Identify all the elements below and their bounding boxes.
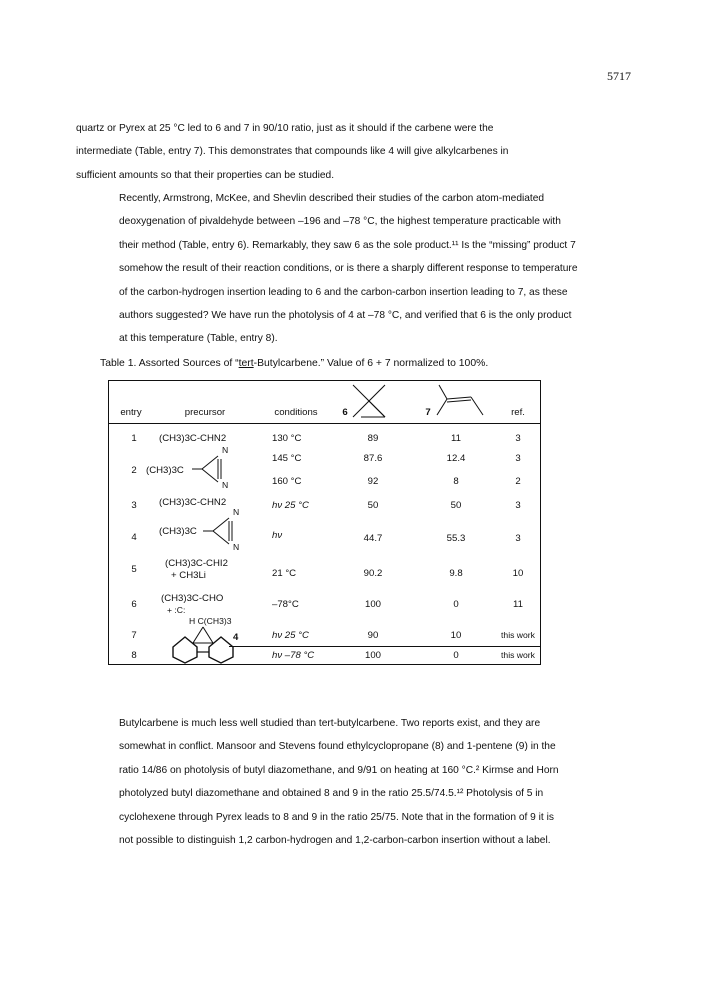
precursor: (CH3)3C-CHN2 bbox=[159, 433, 227, 444]
header-entry: entry bbox=[120, 407, 142, 418]
text-line: not possible to distinguish 1,2 carbon-hydrogen and 1,2-carbon-carbon insertion without a label. bbox=[119, 835, 551, 847]
yield-6: 89 bbox=[367, 433, 379, 444]
yield-7: 50 bbox=[450, 500, 462, 511]
yield-7: 11 bbox=[451, 433, 461, 444]
reference: this work bbox=[501, 630, 535, 640]
yield-6: 44.7 bbox=[363, 533, 383, 544]
yield-7: 0 bbox=[453, 599, 459, 610]
text-line: quartz or Pyrex at 25 °C led to 6 and 7 in 90/10 ratio, just as it should if the carbene were the bbox=[76, 123, 494, 134]
yield-6: 92 bbox=[367, 476, 379, 487]
entry-number: 4 bbox=[131, 532, 137, 543]
diazirine-n-top: N bbox=[233, 507, 240, 517]
yield-7: 12.4 bbox=[446, 453, 466, 464]
reference: 3 bbox=[515, 533, 521, 544]
diazirine-n-bottom: N bbox=[222, 480, 229, 490]
conditions: 21 °C bbox=[272, 568, 297, 579]
precursor-line-2: + CH3Li bbox=[171, 570, 206, 581]
conditions: –78°C bbox=[272, 599, 299, 610]
conditions: 145 °C bbox=[272, 453, 302, 464]
text-line: at this temperature (Table, entry 8). bbox=[119, 333, 278, 345]
precursor: (CH3)3C-CHN2 bbox=[159, 497, 227, 508]
precursor: (CH3)3C bbox=[146, 465, 184, 476]
reference: 3 bbox=[515, 500, 521, 511]
precursor: (CH3)3C bbox=[159, 526, 197, 537]
row-rule bbox=[229, 646, 540, 647]
yield-6: 50 bbox=[367, 500, 379, 511]
text-line: their method (Table, entry 6). Remarkably, they saw 6 as the sole product.¹¹ Is the “missing” product 7 bbox=[119, 239, 576, 251]
header-compound-7: 7 bbox=[425, 407, 431, 418]
precursor-line-2: + :C: bbox=[167, 605, 186, 615]
yield-7: 8 bbox=[453, 476, 459, 487]
reference: 3 bbox=[515, 453, 521, 464]
header-compound-6: 6 bbox=[342, 407, 348, 418]
conditions: hν 25 °C bbox=[272, 630, 309, 641]
text-line: somehow the result of their reaction conditions, or is there a sharply different response to temperature bbox=[119, 263, 578, 275]
entry-number: 8 bbox=[131, 650, 137, 661]
header-ref: ref. bbox=[511, 407, 525, 418]
table-caption bbox=[100, 358, 488, 369]
paragraph-1 bbox=[76, 117, 648, 187]
reference: 3 bbox=[515, 433, 521, 444]
text-line: of the carbon-hydrogen insertion leading to 6 and the carbon-carbon insertion leading to 7, as these bbox=[119, 286, 568, 298]
entry-number: 5 bbox=[131, 564, 137, 575]
text-line: intermediate (Table, entry 7). This demonstrates that compounds like 4 will give alkylcarbenes in bbox=[76, 146, 509, 158]
text-line: sufficient amounts so that their properties can be studied. bbox=[76, 169, 335, 181]
reference: 10 bbox=[512, 568, 524, 579]
page-number: 5717 bbox=[607, 69, 631, 83]
yield-7: 9.8 bbox=[449, 568, 463, 579]
yield-6: 100 bbox=[364, 599, 382, 610]
text-line: photolyzed butyl diazomethane and obtained 8 and 9 in the ratio 25.5/74.5.¹² Photolysis of 5 in bbox=[119, 788, 544, 800]
caption-suffix: -Butylcarbene.” Value of 6 + 7 normalized to 100%. bbox=[253, 358, 489, 369]
reference: 11 bbox=[513, 599, 523, 610]
yield-6: 90.2 bbox=[363, 568, 383, 579]
text-line: somewhat in conflict. Mansoor and Stevens found ethylcyclopropane (8) and 1-pentene (9) in the bbox=[119, 741, 556, 753]
yield-7: 55.3 bbox=[446, 533, 466, 544]
yield-7: 10 bbox=[450, 630, 462, 641]
yield-6: 100 bbox=[364, 650, 382, 661]
entry-number: 6 bbox=[131, 599, 137, 610]
text-line: cyclohexene through Pyrex leads to 8 and 9 in the ratio 25/75. Note that in the formation of 9 it is bbox=[119, 811, 554, 823]
entry-number: 7 bbox=[131, 630, 137, 641]
structure-4-substituent: H C(CH3)3 bbox=[189, 616, 232, 626]
reference: 2 bbox=[515, 476, 521, 487]
caption-underlined: tert bbox=[238, 358, 254, 369]
header-precursor: precursor bbox=[184, 407, 226, 418]
precursor-line-1: (CH3)3C-CHI2 bbox=[165, 558, 228, 569]
conditions: 130 °C bbox=[272, 433, 302, 444]
conditions: 160 °C bbox=[272, 476, 302, 487]
text-line: ratio 14/86 on photolysis of butyl diazomethane, and 9/91 on heating at 160 °C.² Kirmse and Horn bbox=[119, 764, 559, 776]
yield-6: 90 bbox=[367, 630, 379, 641]
header-conditions: conditions bbox=[274, 407, 318, 418]
diazirine-n-top: N bbox=[222, 445, 229, 455]
caption-prefix: Table 1. Assorted Sources of “ bbox=[100, 358, 239, 369]
header-rule bbox=[109, 423, 540, 424]
entry-number: 2 bbox=[131, 465, 137, 476]
diazirine-precursor-4-icon bbox=[163, 623, 243, 663]
paragraph-2 bbox=[76, 187, 648, 351]
precursor-line-1: (CH3)3C-CHO bbox=[161, 593, 224, 604]
structure-6-icon bbox=[353, 383, 393, 419]
conditions: hν 25 °C bbox=[272, 500, 309, 511]
data-table bbox=[108, 380, 541, 665]
text-line: deoxygenation of pivaldehyde between –196 and –78 °C, the highest temperature practicable with bbox=[119, 216, 561, 228]
yield-6: 87.6 bbox=[363, 453, 383, 464]
text-line: Recently, Armstrong, McKee, and Shevlin described their studies of the carbon atom-mediated bbox=[119, 193, 545, 204]
entry-number: 1 bbox=[131, 433, 137, 444]
conditions: hν –78 °C bbox=[272, 650, 315, 661]
entry-number: 3 bbox=[131, 500, 137, 511]
diazirine-n-bottom: N bbox=[233, 542, 240, 552]
conditions: hν bbox=[272, 530, 283, 541]
paragraph-3 bbox=[76, 712, 648, 852]
yield-7: 0 bbox=[453, 650, 459, 661]
structure-7-icon bbox=[437, 385, 501, 419]
structure-4-label: 4 bbox=[233, 632, 239, 643]
reference: this work bbox=[501, 650, 535, 660]
text-line: Butylcarbene is much less well studied than tert-butylcarbene. Two reports exist, and they are bbox=[119, 718, 541, 729]
text-line: authors suggested? We have run the photolysis of 4 at –78 °C, and verified that 6 is the only product bbox=[119, 310, 572, 322]
